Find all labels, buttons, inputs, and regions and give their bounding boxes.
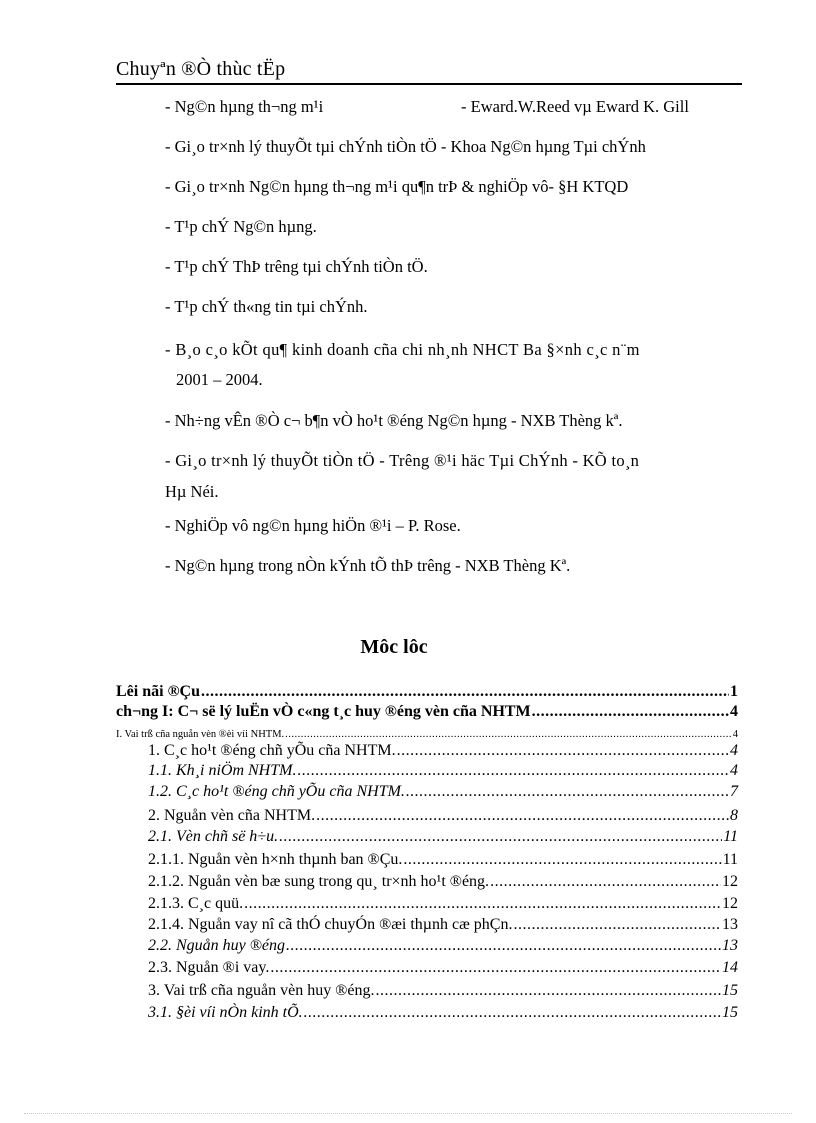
toc-entry-page: 4 xyxy=(730,762,738,779)
toc-entry-label: 2.2. Nguån huy ®éng xyxy=(148,937,286,954)
toc-leader xyxy=(286,937,721,955)
toc-entry[interactable] xyxy=(148,1004,738,1022)
footer-rule xyxy=(24,1113,792,1114)
toc-entry[interactable] xyxy=(148,762,738,780)
toc-entry[interactable] xyxy=(148,873,738,891)
toc-entry-label: 1.1. Kh¸i niÖm NHTM. xyxy=(148,762,297,779)
toc-leader xyxy=(513,916,721,934)
reference-item xyxy=(165,256,428,278)
header-rule xyxy=(116,83,742,85)
toc-entry-label: 1.2. C¸c ho¹t ®éng chñ yÕu cña NHTM. xyxy=(148,783,405,800)
reference-item xyxy=(165,176,628,198)
toc-entry-page: 12 xyxy=(722,873,738,890)
toc-leader xyxy=(279,828,722,846)
reference-text: - T¹p chÝ Ng©n hµng. xyxy=(165,217,317,236)
reference-text: - Gi¸o tr×nh lý thuyÕt tiÒn tÖ - Trêng ®¹i häc Tµi ChÝnh - KÕ to¸n xyxy=(165,451,640,470)
toc-entry[interactable] xyxy=(148,828,738,846)
toc-leader xyxy=(316,807,729,825)
reference-text: Hµ Néi. xyxy=(165,482,219,501)
toc-entry[interactable] xyxy=(148,959,738,977)
header-title: Chuyªn ®Ò thùc tËp xyxy=(116,58,286,80)
toc-entry-page: 8 xyxy=(730,807,738,824)
toc-entry-label: 2.1.3. C¸c quü. xyxy=(148,895,244,912)
toc-leader xyxy=(297,762,729,780)
toc-leader xyxy=(406,783,729,801)
toc-leader xyxy=(244,895,721,913)
reference-text: - NghiÖp vô ng©n hµng hiÖn ®¹i – P. Rose. xyxy=(165,516,461,535)
reference-text: - Ng©n hµng th¬ng m¹i xyxy=(165,97,324,116)
toc-entry[interactable] xyxy=(116,683,738,701)
reference-author: - Eward.W.Reed vµ Eward K. Gill xyxy=(461,97,689,116)
reference-text: 2001 – 2004. xyxy=(176,370,263,389)
reference-text: - T¹p chÝ th«ng tin tµi chÝnh. xyxy=(165,297,368,316)
reference-item xyxy=(165,515,461,537)
reference-item xyxy=(165,410,622,432)
reference-continuation xyxy=(165,481,219,503)
toc-leader xyxy=(532,703,729,721)
toc-entry-label: 2.1. Vèn chñ së h÷u. xyxy=(148,828,279,845)
toc-entry[interactable] xyxy=(148,742,738,760)
reference-text: - B¸o c¸o kÕt qu¶ kinh doanh cña chi nh¸nh NHCT Ba §×nh c¸c n¨m xyxy=(165,340,640,359)
toc-leader xyxy=(375,982,721,1000)
reference-text: - T¹p chÝ ThÞ trêng tµi chÝnh tiÒn tÖ. xyxy=(165,257,428,276)
toc-entry-label: 1. C¸c ho¹t ®éng chñ yÕu cña NHTM. xyxy=(148,742,396,759)
reference-item xyxy=(165,555,570,577)
toc-entry-page: 15 xyxy=(722,982,738,999)
reference-item xyxy=(165,296,368,318)
toc-entry-page: 13 xyxy=(722,916,738,933)
toc-entry[interactable] xyxy=(148,982,738,1000)
reference-item xyxy=(165,96,689,118)
toc-leader xyxy=(403,851,721,869)
reference-text: - Gi¸o tr×nh lý thuyÕt tµi chÝnh tiÒn tÖ - Khoa Ng©n hµng Tµi chÝnh xyxy=(165,137,646,156)
toc-leader xyxy=(270,959,721,977)
toc-entry[interactable] xyxy=(148,807,738,825)
toc-entry[interactable] xyxy=(148,895,738,913)
toc-entry-page: 4 xyxy=(730,742,738,759)
reference-text: - Nh÷ng vÊn ®Ò c¬ b¶n vÒ ho¹t ®éng Ng©n hµng - NXB Thèng kª. xyxy=(165,411,623,430)
toc-entry-label: 2.3. Nguån ®i vay. xyxy=(148,959,270,976)
toc-entry[interactable] xyxy=(148,783,738,801)
reference-item xyxy=(165,216,317,238)
toc-leader xyxy=(304,1004,721,1022)
toc-entry-page: 4 xyxy=(730,703,738,720)
toc-entry-page: 12 xyxy=(722,895,738,912)
toc-entry[interactable] xyxy=(116,703,738,721)
reference-text: - Gi¸o tr×nh Ng©n hµng th¬ng m¹i qu¶n trÞ & nghiÖp vô- §H KTQD xyxy=(165,177,629,196)
reference-item xyxy=(165,450,639,472)
reference-text: - Ng©n hµng trong nÒn kÝnh tÕ thÞ trêng - NXB Thèng Kª. xyxy=(165,556,571,575)
toc-entry-label: 2.1.4. Nguån vay nî cã thÓ chuyÓn ®æi thµnh cæ phÇn. xyxy=(148,916,513,933)
reference-continuation xyxy=(176,369,263,391)
toc-entry-page: 14 xyxy=(722,959,738,976)
toc-entry-page: 1 xyxy=(730,683,738,700)
toc-entry-page: 4 xyxy=(732,729,738,740)
toc-title: Môc lôc xyxy=(360,636,428,658)
toc-entry-label: 2.1.2. Nguån vèn bæ sung trong qu¸ tr×nh ho¹t ®éng. xyxy=(148,873,490,890)
toc-entry-label: 2. Nguån vèn cña NHTM. xyxy=(148,807,316,824)
toc-entry-page: 11 xyxy=(722,851,738,868)
toc-entry[interactable] xyxy=(148,937,738,955)
toc-leader xyxy=(397,742,729,760)
toc-entry-label: 3. Vai trß cña nguån vèn huy ®éng. xyxy=(148,982,375,999)
reference-item xyxy=(165,136,646,158)
reference-item xyxy=(165,339,640,361)
toc-entry-label: 2.1.1. Nguån vèn h×nh thµnh ban ®Çu. xyxy=(148,851,403,868)
toc-entry-page: 15 xyxy=(722,1004,738,1021)
toc-leader xyxy=(490,873,721,891)
toc-entry-page: 11 xyxy=(723,828,738,845)
toc-entry[interactable] xyxy=(148,916,738,934)
toc-entry-label: 3.1. §èi víi nÒn kinh tÕ. xyxy=(148,1004,303,1021)
toc-entry-label: Lêi nãi ®Çu xyxy=(116,683,200,700)
toc-entry-page: 7 xyxy=(730,783,738,800)
toc-entry-label: ch¬ng I: C¬ së lý luËn vÒ c«ng t¸c huy ®éng vèn cña NHTM xyxy=(116,703,531,720)
toc-leader xyxy=(201,683,729,701)
toc-entry-page: 13 xyxy=(722,937,738,954)
toc-entry-label: I. Vai trß cña nguån vèn ®èi víi NHTM. xyxy=(116,729,285,740)
toc-entry[interactable] xyxy=(148,851,738,869)
